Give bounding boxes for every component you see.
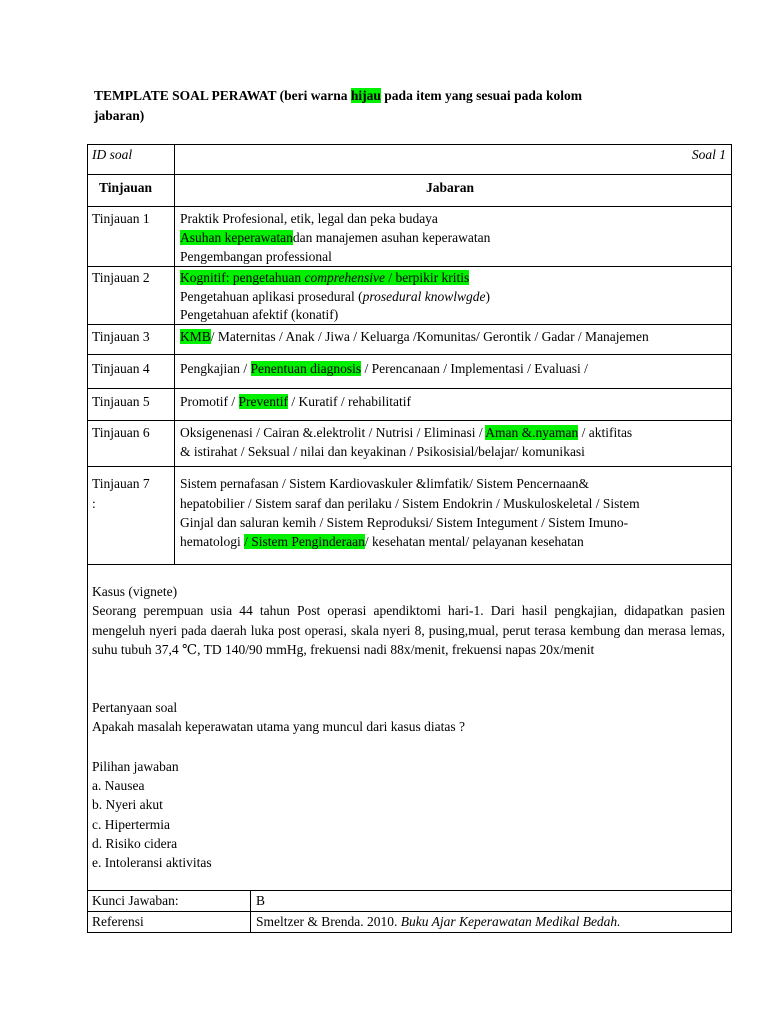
jabaran-line (180, 228, 490, 248)
title-text: TEMPLATE SOAL PERAWAT (beri warna (94, 88, 351, 103)
highlighted-item: Aman &.nyaman (485, 425, 579, 440)
answer-option: b. Nyeri akut (92, 797, 163, 812)
row-divider (87, 174, 732, 175)
jabaran-text: Pengkajian / (180, 361, 251, 376)
column-header-jabaran: Jabaran (426, 180, 475, 195)
jabaran-text: hematologi (180, 534, 245, 549)
jabaran-text: Pengetahuan aplikasi prosedural ( (180, 289, 363, 304)
jabaran-text: dan manajemen asuhan keperawatan (292, 230, 491, 245)
highlighted-item: KMB (180, 329, 211, 344)
question-text: Apakah masalah keperawatan utama yang muncul dari kasus diatas ? (92, 719, 465, 734)
row-divider (87, 354, 732, 355)
answer-option: e. Intoleransi aktivitas (92, 855, 212, 870)
reference-title: Buku Ajar Keperawatan Medikal Bedah. (400, 914, 621, 929)
reference-label: Referensi (92, 914, 144, 929)
jabaran-line (180, 287, 490, 307)
jabaran-line (180, 327, 649, 347)
jabaran-text: Kognitif: pengetahuan (180, 270, 305, 285)
title-line2: jabaran) (94, 108, 145, 123)
column-divider (174, 144, 175, 564)
jabaran-line (180, 359, 588, 379)
jabaran-text: / Perencanaan / Implementasi / Evaluasi / (361, 361, 588, 376)
jabaran-line: Ginjal dan saluran kemih / Sistem Reproduksi/ Sistem Integument / Sistem Imuno- (180, 515, 629, 530)
highlighted-item: Preventif (238, 394, 289, 409)
row-divider (87, 388, 732, 389)
reference-value (256, 912, 621, 932)
highlighted-item (180, 270, 469, 285)
jabaran-text-italic: prosedural knowlwgde (362, 289, 486, 304)
row-divider (87, 420, 732, 421)
id-soal-label: ID soal (92, 147, 133, 162)
jabaran-line: hepatobilier / Sistem saraf dan perilaku / Sistem Endokrin / Muskuloskeletal / Sistem (180, 496, 640, 511)
answer-option: d. Risiko cidera (92, 836, 178, 851)
tinjauan-label: Tinjauan 1 (92, 211, 150, 226)
tinjauan-label: Tinjauan 4 (92, 361, 150, 376)
row-divider (87, 564, 732, 565)
jabaran-line (180, 532, 584, 552)
jabaran-text: Oksigenenasi / Cairan &.elektrolit / Nutrisi / Eliminasi / (180, 425, 486, 440)
column-header-tinjauan: Tinjauan (99, 180, 153, 195)
jabaran-text: Promotif / (180, 394, 239, 409)
jabaran-text: / aktifitas (578, 425, 633, 440)
jabaran-line: Sistem pernafasan / Sistem Kardiovaskuler &limfatik/ Sistem Pencernaan& (180, 476, 590, 491)
case-text: Seorang perempuan usia 44 tahun Post operasi apendiktomi hari-1. Dari hasil pengkajian, didapatkan pasien mengeluh nyeri pada daerah luka post operasi, skala nyeri 8, pusing,mual, perut terasa kembung dan merasa lemas, suhu tubuh 37,4 ℃, TD 140/90 mmHg, frekuensi nadi 88x/menit, frekuensi napas 20x/menit (92, 603, 725, 657)
highlighted-item: Penentuan diagnosis (250, 361, 362, 376)
jabaran-text: / Kuratif / rehabilitatif (288, 394, 411, 409)
reference-text: Smeltzer & Brenda. 2010. (256, 914, 401, 929)
jabaran-text: / kesehatan mental/ pelayanan kesehatan (364, 534, 584, 549)
jabaran-line (180, 423, 632, 443)
jabaran-line: Pengetahuan afektif (konatif) (180, 307, 339, 322)
page-title (94, 86, 694, 126)
jabaran-line (180, 268, 469, 288)
tinjauan-label: Tinjauan 5 (92, 394, 150, 409)
jabaran-line: Pengembangan professional (180, 249, 332, 264)
highlighted-item: Asuhan keperawatan (180, 230, 293, 245)
jabaran-line (180, 392, 411, 412)
answer-key-value: B (256, 893, 266, 908)
options-heading: Pilihan jawaban (92, 759, 179, 774)
soal-number: Soal 1 (691, 147, 726, 162)
highlighted-item: / Sistem Penginderaan (244, 534, 365, 549)
jabaran-text-italic: comprehensive (304, 270, 385, 285)
answer-option: c. Hipertermia (92, 817, 170, 832)
jabaran-text: / berpikir kritis (384, 270, 470, 285)
tinjauan-label: Tinjauan 7 (92, 476, 150, 491)
row-divider (87, 466, 732, 467)
tinjauan-label: Tinjauan 3 (92, 329, 150, 344)
tinjauan-label: Tinjauan 6 (92, 425, 150, 440)
title-highlight: hijau (350, 88, 381, 103)
jabaran-text: ) (485, 289, 490, 304)
question-heading: Pertanyaan soal (92, 700, 178, 715)
answer-option: a. Nausea (92, 778, 145, 793)
case-heading: Kasus (vignete) (92, 584, 178, 599)
row-divider (87, 206, 732, 207)
answer-key-label: Kunci Jawaban: (92, 893, 179, 908)
tinjauan-label-colon: : (92, 496, 96, 511)
jabaran-line: Praktik Profesional, etik, legal dan peka budaya (180, 211, 438, 226)
row-divider (87, 890, 732, 891)
tinjauan-label: Tinjauan 2 (92, 270, 150, 285)
column-divider (250, 890, 251, 933)
jabaran-text: / Maternitas / Anak / Jiwa / Keluarga /Komunitas/ Gerontik / Gadar / Manajemen (210, 329, 649, 344)
jabaran-line: & istirahat / Seksual / nilai dan keyakinan / Psikosisial/belajar/ komunikasi (180, 444, 585, 459)
title-text-suffix: pada item yang sesuai pada kolom (380, 88, 582, 103)
